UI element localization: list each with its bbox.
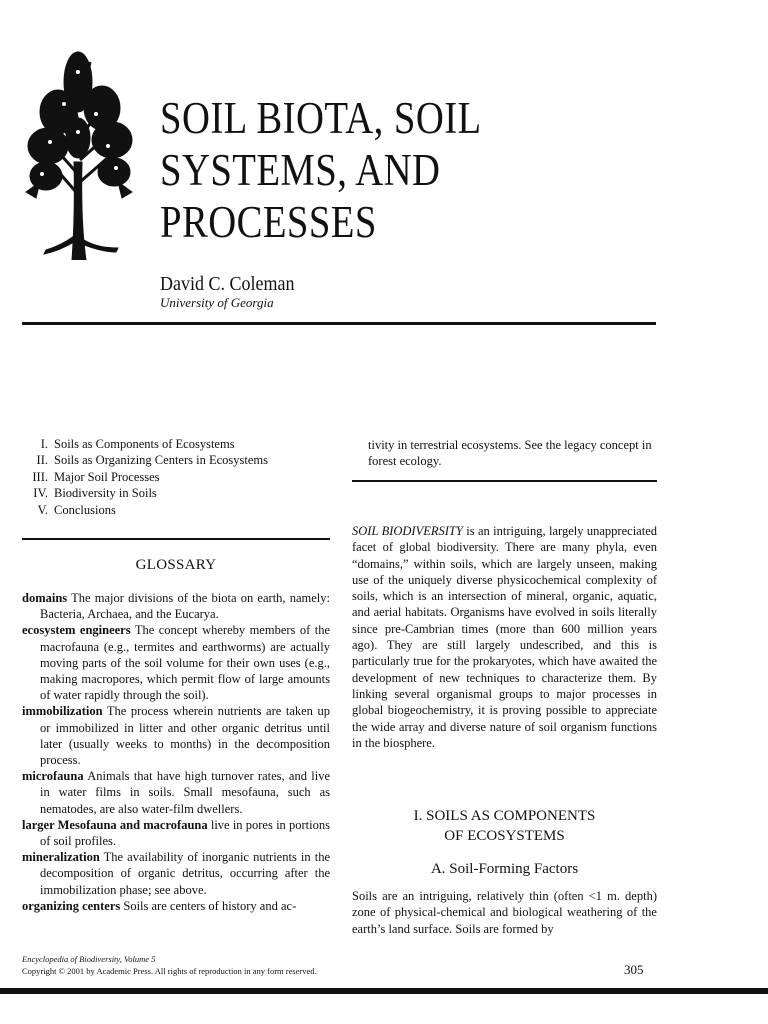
section-heading: I. SOILS AS COMPONENTS OF ECOSYSTEMS [413,808,596,844]
title-line-2: SYSTEMS, AND [160,145,441,195]
outline-divider [22,538,330,540]
outline-item: I. Soils as Components of Ecosystems [40,437,235,451]
outline-item: IV. Biodiversity in Soils [33,486,157,501]
glossary-entry: larger Mesofauna and macrofauna live in pores in portions of soil profiles. [22,817,330,849]
author-affiliation: University of Georgia [160,295,274,310]
article-title [160,92,538,248]
glossary-entry: organizing centers Soils are centers of history and ac- [22,898,297,913]
section-paragraph: Soils are an intriguing, relatively thin (often <1 m. depth) zone of physical-chemical and biological weathering of the earth’s land surface. Soils are formed by [352,889,657,936]
tree-logo-icon [20,42,138,260]
glossary-entry: ecosystem engineers The concept whereby members of the macrofauna (e.g., termites and earthworms) are actually moving parts of the soil volume for their own uses (e.g., making macropores, which permit flow of large amounts of water rapidly through the soil). [22,623,331,703]
intro-text: is an intriguing, largely unappreciated facet of global biodiversity. There are many phyla, even “domains,” within soils, which are largely unseen, making use of the uniquely diverse physicochemical complexity of soils, which is an intersection of mineral, organic, aquatic, and aerial habitats. Organisms have evolved in soils literally since pre-Cambrian times (more than 600 million years ago). They are still largely undescribed, and this is particularly true for the prokaryotes, which have awaited the development of new techniques to characterize them. By linking several organismal groups to major processes in global biogeochemistry, it is proving possible to appreciate the wide array and diverse nature of soil organism functions in the biosphere. [352,524,657,750]
glossary-end-divider [352,480,657,482]
article-outline [22,436,332,518]
page-number: 305 [624,962,644,977]
glossary-entry: immobilization The process wherein nutrients are taken up or immobilized in litter and other organic detritus until later (usually weeks to months) in the decomposition process. [22,704,330,768]
author-name: David C. Coleman [160,273,295,295]
copyright-line: Copyright © 2001 by Academic Press. All rights of reproduction in any form reserved. [22,966,317,976]
title-line-3: PROCESSES [160,197,377,247]
glossary-entry: domains The major divisions of the biota on earth, namely: Bacteria, Archaea, and the Eucarya. [22,591,330,622]
header-divider [22,322,656,325]
title-line-1: SOIL BIOTA, SOIL [160,93,482,143]
intro-paragraph [352,523,657,751]
intro-lead: SOIL BIODIVERSITY [352,524,463,538]
outline-item: V. Conclusions [37,502,116,517]
glossary-list [22,590,330,914]
subsection-heading: A. Soil-Forming Factors [430,861,579,877]
outline-item: III. Major Soil Processes [32,469,160,484]
glossary-entry: microfauna Animals that have high turnover rates, and live in water films in soils. Small mesofauna, such as nematodes, are also water-film dwellers. [22,769,331,816]
footer-rule [0,988,768,994]
glossary-entry: mineralization The availability of inorganic nutrients in the decomposition of organic detritus, occurring after the immobilization phase; see above. [22,850,330,897]
glossary-continuation: tivity in terrestrial ecosystems. See the legacy concept in forest ecology. [368,438,652,469]
source-line: Encyclopedia of Biodiversity, Volume 5 [22,954,156,964]
outline-item: II. Soils as Organizing Centers in Ecosystems [36,453,268,468]
glossary-heading: GLOSSARY [135,557,217,573]
